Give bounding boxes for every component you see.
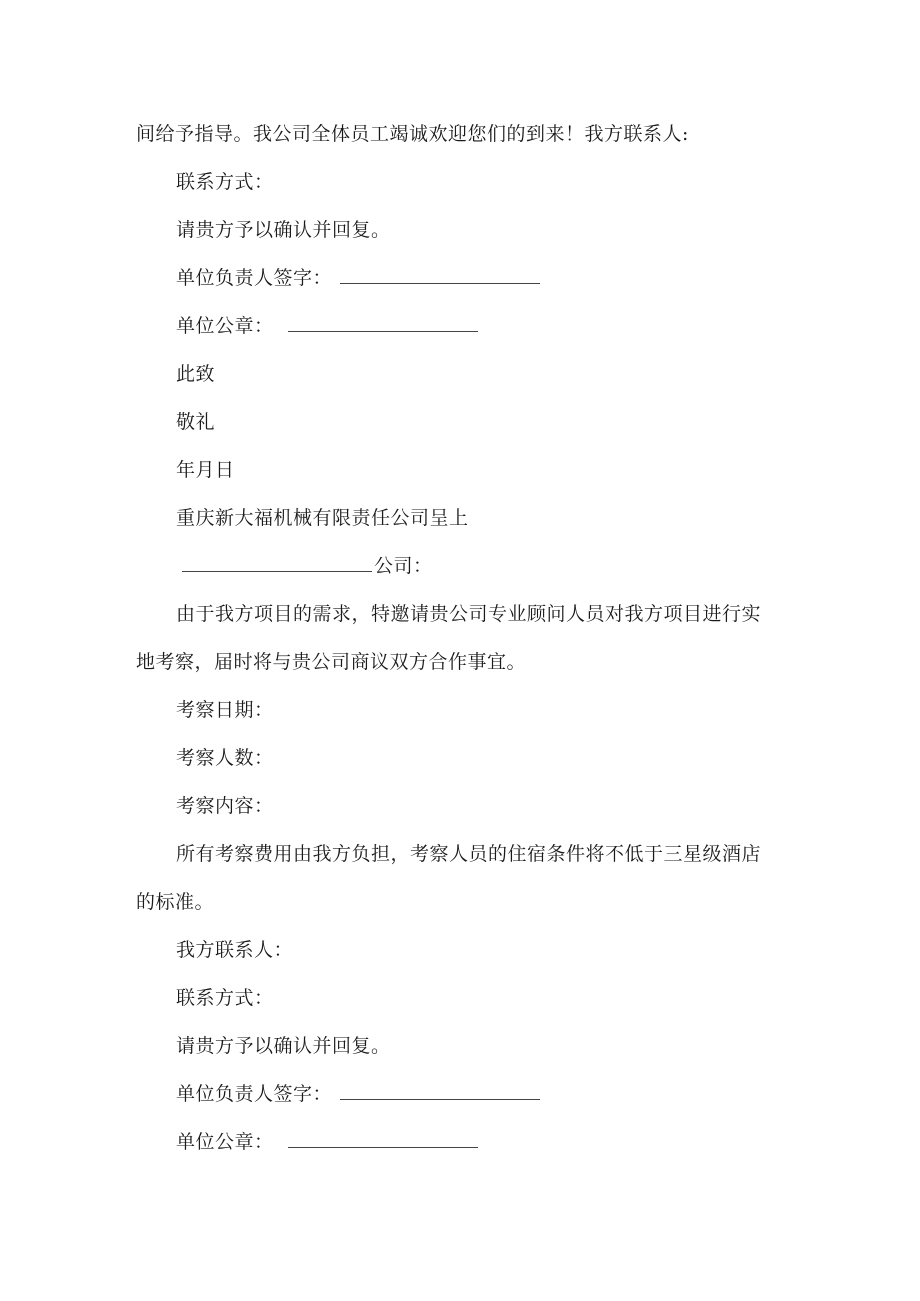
letter1-confirm: 请贵方予以确认并回复。: [176, 219, 391, 241]
letter2-addressee-row: [182, 553, 433, 579]
letter2-signature-blank: [340, 1081, 540, 1100]
letter2-body2-line2: 的标准。: [136, 891, 215, 913]
letter2-date-label: 考察日期：: [176, 699, 274, 721]
letter1-signature-blank: [340, 265, 540, 284]
letter2-contact-method: 联系方式：: [176, 987, 274, 1009]
letter1-signature-label: 单位负责人签字：: [176, 267, 333, 289]
letter2-count-label: 考察人数：: [176, 747, 274, 769]
letter1-top-line: 间给予指导。我公司全体员工竭诚欢迎您们的到来！我方联系人:: [136, 123, 689, 145]
letter2-content-label: 考察内容：: [176, 795, 274, 817]
letter2-body2-line1: 所有考察费用由我方负担，考察人员的住宿条件将不低于三星级酒店: [176, 843, 762, 865]
letter2-addressee-suffix: 公司：: [374, 555, 433, 577]
letter2-seal-row: [176, 1129, 478, 1155]
letter1-seal-label: 单位公章：: [176, 315, 274, 337]
letter2-addressee-blank: [182, 553, 372, 572]
letter1-closing1: 此致: [176, 363, 216, 385]
letter1-contact-method: 联系方式：: [176, 171, 274, 193]
letter1-sender: 重庆新大福机械有限责任公司呈上: [176, 507, 469, 529]
letter2-contact-person: 我方联系人：: [176, 939, 294, 961]
letter2-body1-line1: 由于我方项目的需求，特邀请贵公司专业顾问人员对我方项目进行实: [176, 603, 762, 625]
letter1-seal-blank: [288, 313, 478, 332]
letter2-seal-label: 单位公章：: [176, 1131, 274, 1153]
letter1-seal-row: [176, 313, 478, 339]
letter1-closing2: 敬礼: [176, 411, 216, 433]
letter2-seal-blank: [288, 1129, 478, 1148]
letter2-signature-label: 单位负责人签字：: [176, 1083, 333, 1105]
letter2-confirm: 请贵方予以确认并回复。: [176, 1035, 391, 1057]
letter1-signature-row: [176, 265, 540, 291]
letter2-body1-line2: 地考察，届时将与贵公司商议双方合作事宜。: [136, 651, 527, 673]
letter1-date: 年月日: [176, 459, 235, 481]
letter2-signature-row: [176, 1081, 540, 1107]
